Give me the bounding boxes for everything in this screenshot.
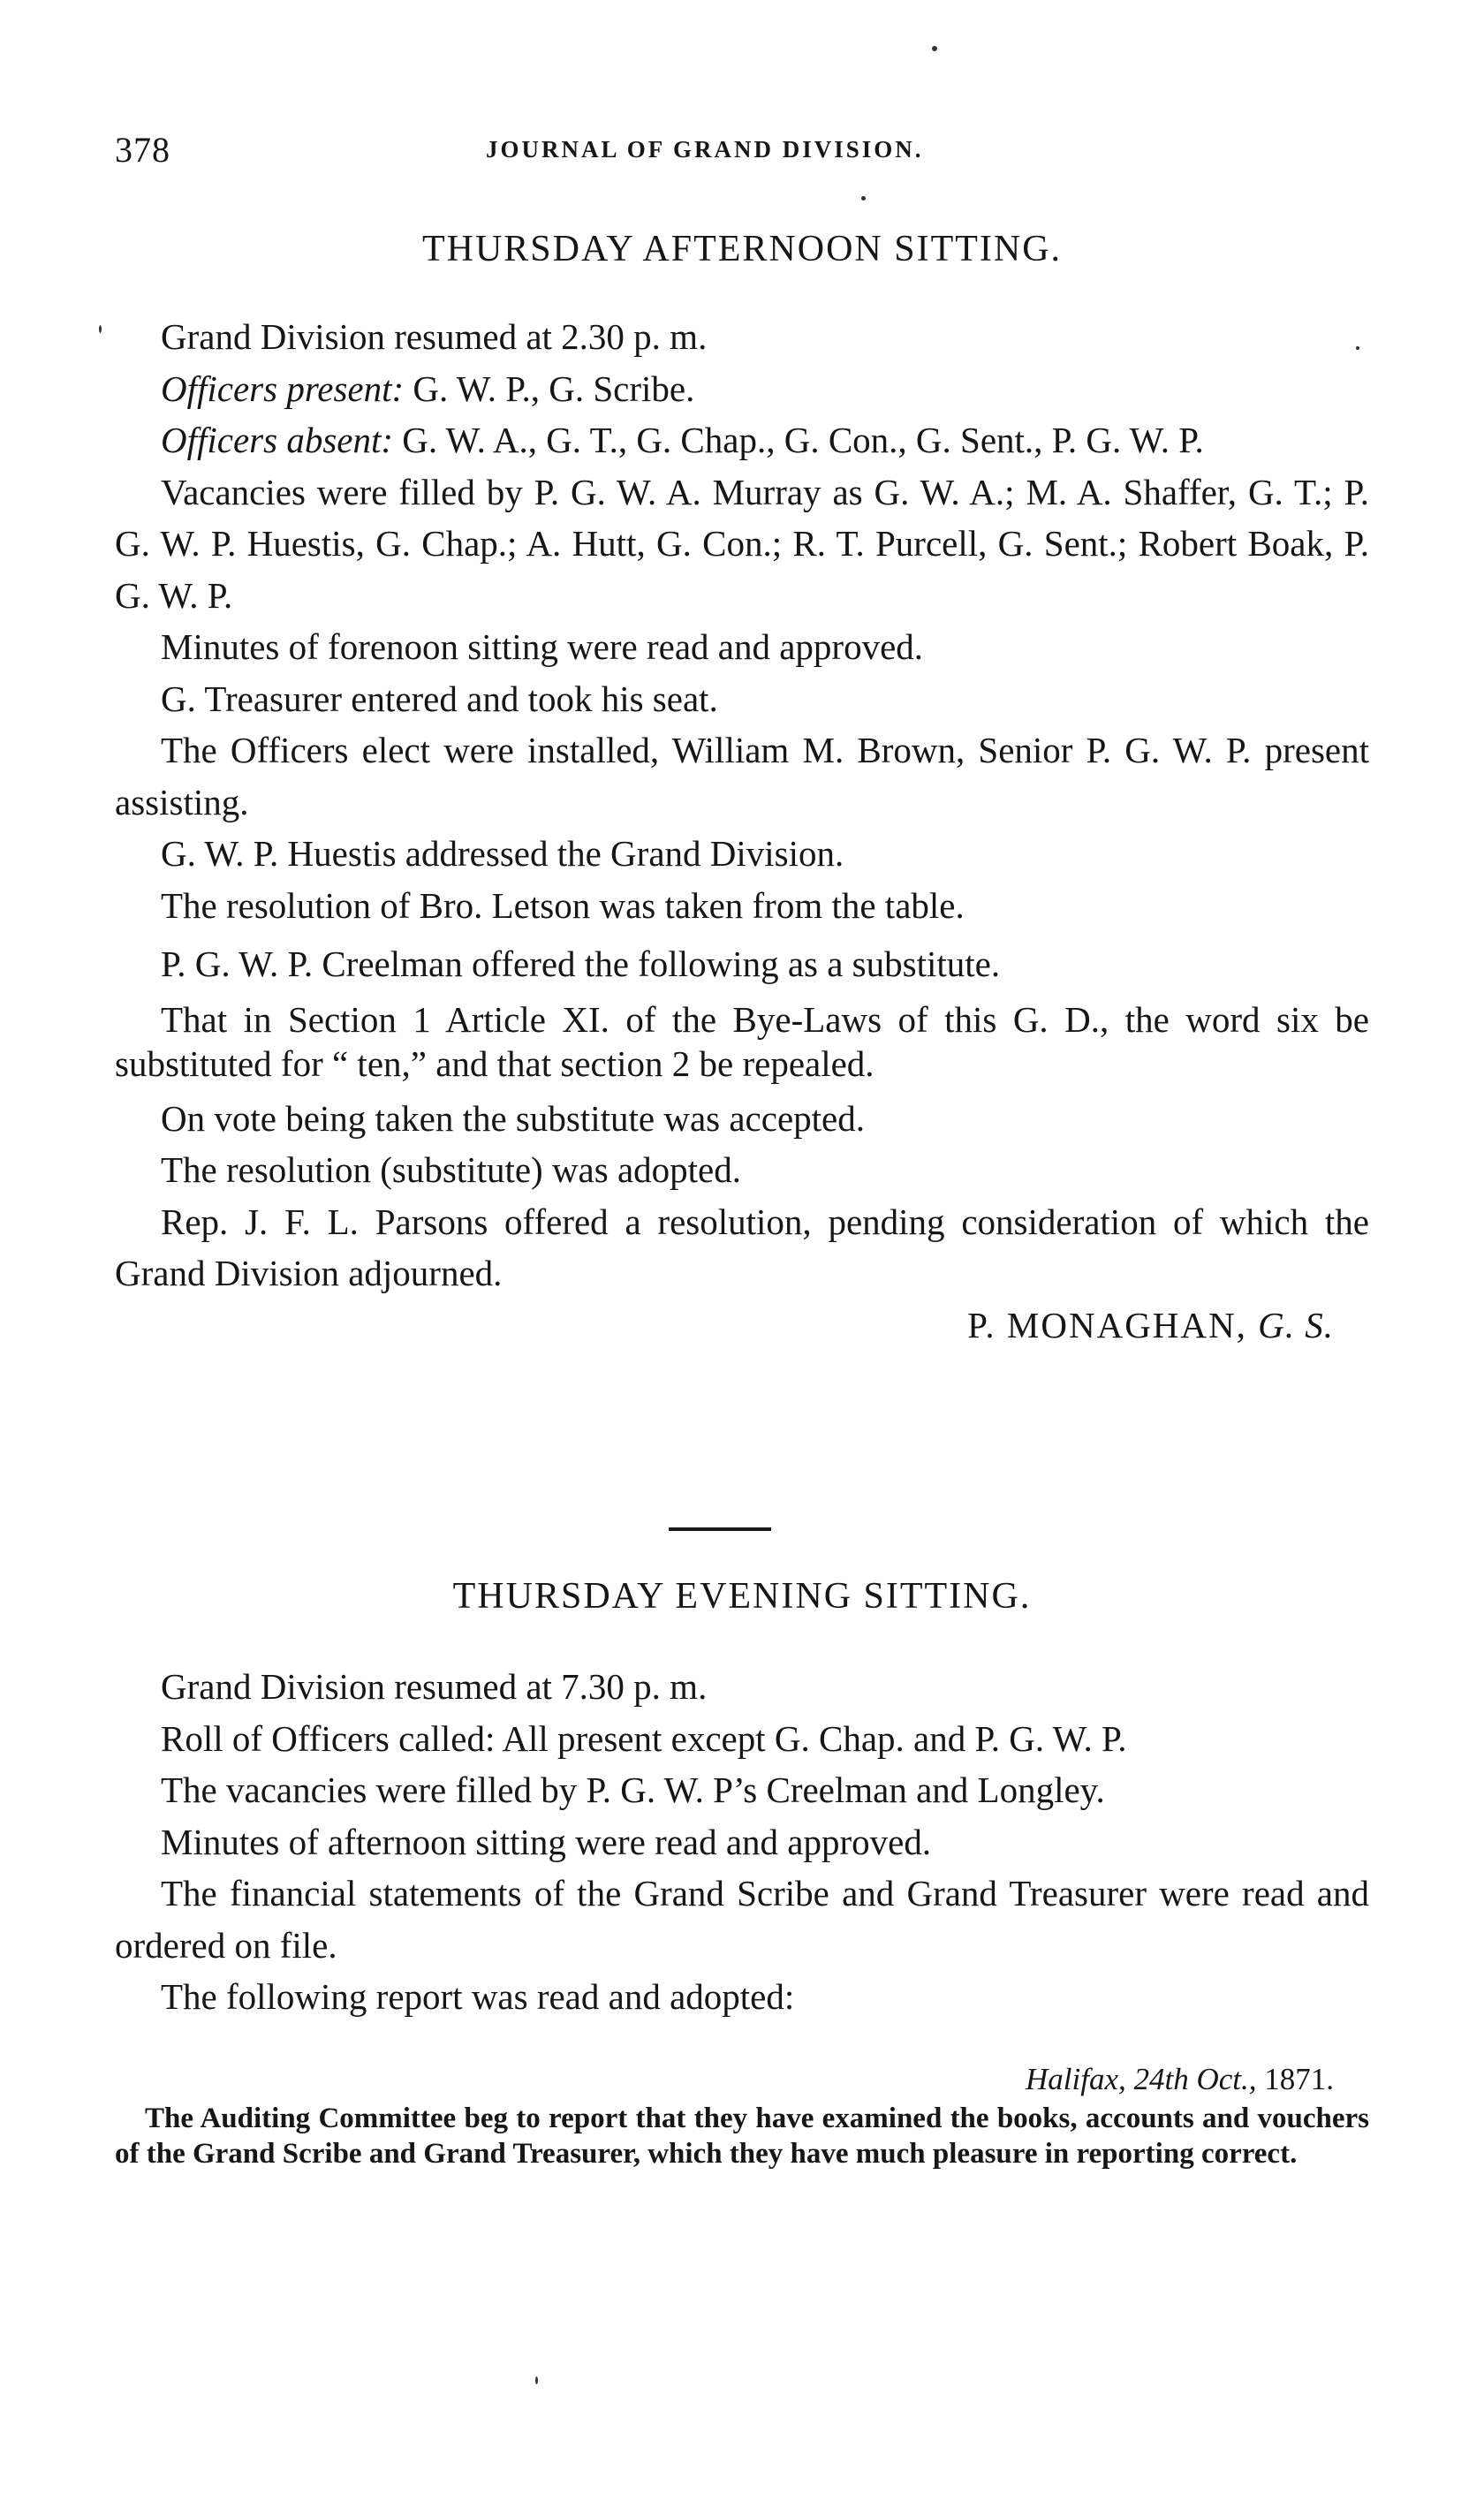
evening-heading: THURSDAY EVENING SITTING. xyxy=(452,1576,1032,1617)
report-year: 1871. xyxy=(1256,2062,1334,2096)
officers-present-label: Officers present: xyxy=(161,368,405,409)
evening-vacancies: The vacancies were filled by P. G. W. P’s Creelman and Longley. xyxy=(161,1769,1105,1810)
scan-speck xyxy=(932,46,937,51)
signature-title: G. S. xyxy=(1258,1304,1334,1345)
scan-speck xyxy=(861,196,866,201)
auditing-report-text: The Auditing Committee beg to report that they have examined the books, accounts and vouchers of the Grand Scribe and Grand Treasurer, which they have much pleasure in reporting correct. xyxy=(115,2103,1369,2170)
signature xyxy=(115,1300,1369,1352)
report-place-date: Halifax, 24th Oct., xyxy=(1026,2062,1257,2096)
roll-called: Roll of Officers called: All present except G. Chap. and P. G. W. P. xyxy=(161,1717,1127,1759)
section-divider xyxy=(669,1527,771,1531)
resolution-adopted: The resolution (substitute) was adopted. xyxy=(161,1149,742,1190)
report-dateline xyxy=(115,2062,1334,2097)
scan-speck xyxy=(1356,346,1359,350)
afternoon-resumed: Grand Division resumed at 2.30 p. m. xyxy=(161,316,708,357)
evening-resumed: Grand Division resumed at 7.30 p. m. xyxy=(161,1666,708,1707)
scan-speck xyxy=(99,325,102,333)
signature-name: P. MONAGHAN, xyxy=(967,1304,1247,1345)
afternoon-minutes xyxy=(115,311,1369,1351)
officers-absent-label: Officers absent: xyxy=(161,420,394,460)
vote-accepted: On vote being taken the substitute was accepted. xyxy=(161,1097,865,1139)
parsons-resolution: Rep. J. F. L. Parsons offered a resolution, pending consideration of which the Grand Division adjourned. xyxy=(115,1201,1369,1293)
section-substitute-text: That in Section 1 Article XI. of the Bye-Laws of this G. D., the word six be substituted for “ ten,” and that section 2 be repealed. xyxy=(115,998,1369,1084)
scan-speck xyxy=(535,2376,538,2384)
running-head: JOURNAL OF GRAND DIVISION. xyxy=(486,136,924,163)
officers-absent xyxy=(115,414,1369,466)
officers-installed: The Officers elect were installed, William M. Brown, Senior P. G. W. P. present assisting. xyxy=(115,730,1369,822)
afternoon-minutes-approved: Minutes of forenoon sitting were read and approved. xyxy=(161,626,924,667)
financial-statements: The financial statements of the Grand Scribe and Grand Treasurer were read and ordered on file. xyxy=(115,1873,1369,1966)
officers-present-text: G. W. P., G. Scribe. xyxy=(404,368,695,409)
report-intro: The following report was read and adopted: xyxy=(161,1976,795,2017)
afternoon-vacancies: Vacancies were filled by P. G. W. A. Murray as G. W. A.; M. A. Shaffer, G. T.; P. G. W. P. Huestis, G. Chap.; A. Hutt, G. Con.; R. T. Purcell, G. Sent.; Robert Boak, P. G. W. P. xyxy=(115,471,1369,616)
creelman-substitute: P. G. W. P. Creelman offered the following as a substitute. xyxy=(161,943,1001,984)
resolution-taken: The resolution of Bro. Letson was taken from the table. xyxy=(161,884,965,926)
treasurer-entered: G. Treasurer entered and took his seat. xyxy=(161,678,718,719)
officers-absent-text: G. W. A., G. T., G. Chap., G. Con., G. Sent., P. G. W. P. xyxy=(393,420,1204,460)
evening-minutes xyxy=(115,1661,1369,2023)
officers-present xyxy=(115,363,1369,415)
afternoon-heading: THURSDAY AFTERNOON SITTING. xyxy=(421,229,1063,269)
page-header xyxy=(115,129,1369,173)
huestis-addressed: G. W. P. Huestis addressed the Grand Division. xyxy=(161,833,844,874)
evening-minutes-approved: Minutes of afternoon sitting were read and approved. xyxy=(161,1821,932,1862)
page-number: 378 xyxy=(115,130,170,170)
